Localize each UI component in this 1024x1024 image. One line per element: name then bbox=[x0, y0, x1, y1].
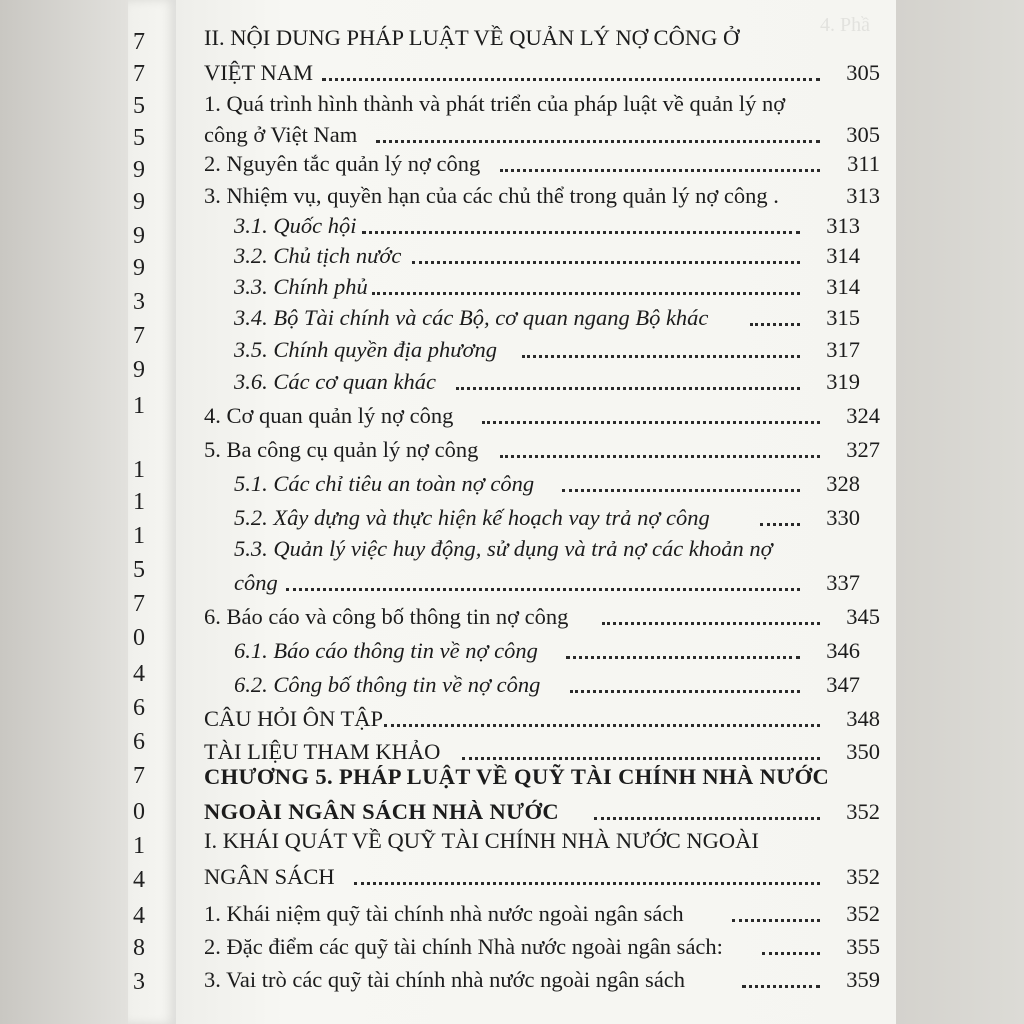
toc-entry-label: 5. Ba công cụ quản lý nợ công bbox=[204, 436, 479, 462]
toc-entry-review bbox=[204, 698, 880, 730]
toc-entry-label: 5.1. Các chỉ tiêu an toàn nợ công bbox=[234, 470, 535, 496]
toc-entry-label: 3.1. Quốc hội bbox=[234, 212, 357, 238]
left-page-number: 1 bbox=[133, 489, 145, 515]
left-page-number: 6 bbox=[133, 729, 145, 755]
left-page-number: 7 bbox=[133, 763, 145, 789]
toc-page-number: 305 bbox=[846, 121, 880, 147]
leader-dots bbox=[354, 882, 820, 885]
toc-page-number: 313 bbox=[826, 212, 860, 238]
toc-entry-5-2 bbox=[234, 497, 860, 529]
toc-entry-2 bbox=[204, 143, 880, 175]
background-right bbox=[896, 0, 1024, 1024]
toc-page-number: 352 bbox=[846, 798, 880, 824]
leader-dots bbox=[482, 421, 820, 424]
toc-entry-label: TÀI LIỆU THAM KHẢO bbox=[204, 738, 441, 764]
toc-entry-3-3 bbox=[234, 266, 860, 298]
toc-entry-3-1 bbox=[234, 205, 860, 237]
toc-entry-6 bbox=[204, 596, 880, 628]
toc-page-number: 359 bbox=[846, 966, 880, 992]
toc-page-number: 355 bbox=[846, 933, 880, 959]
background-left bbox=[0, 0, 128, 1024]
left-page-number: 8 bbox=[133, 935, 145, 961]
toc-entry-1 bbox=[204, 114, 880, 146]
leader-dots bbox=[570, 690, 800, 693]
left-page-number: 6 bbox=[133, 695, 145, 721]
left-page-number: 9 bbox=[133, 357, 145, 383]
left-page-number: 7 bbox=[133, 591, 145, 617]
left-page-number: 9 bbox=[133, 255, 145, 281]
toc-page-number: 313 bbox=[846, 182, 880, 208]
left-page-number: 7 bbox=[133, 61, 145, 87]
toc-entry-5-3 bbox=[234, 562, 860, 594]
left-page-number: 1 bbox=[133, 523, 145, 549]
toc-page-number: 324 bbox=[846, 402, 880, 428]
toc-entry-3-4 bbox=[234, 297, 860, 329]
left-page-number: 0 bbox=[133, 625, 145, 651]
leader-dots bbox=[500, 169, 820, 172]
toc-entry-section-2-line1: II. NỘI DUNG PHÁP LUẬT VỀ QUẢN LÝ NỢ CÔNG Ở bbox=[204, 25, 740, 50]
toc-entry-label: 6. Báo cáo và công bố thông tin nợ công bbox=[204, 603, 569, 629]
toc-entry-label: công ở Việt Nam bbox=[204, 121, 358, 147]
toc-entry-3-6 bbox=[234, 361, 860, 393]
leader-dots bbox=[602, 622, 820, 625]
toc-page-number: 327 bbox=[846, 436, 880, 462]
toc-entry-6-2 bbox=[234, 664, 860, 696]
toc-entry-label: 3.2. Chủ tịch nước bbox=[234, 242, 402, 268]
toc-chapter-5 bbox=[204, 791, 880, 823]
toc-entry-label: 3.4. Bộ Tài chính và các Bộ, cơ quan ngang Bộ khác bbox=[234, 304, 709, 330]
leader-dots bbox=[594, 817, 820, 820]
toc-page-number: 330 bbox=[826, 504, 860, 530]
left-page-number: 7 bbox=[133, 323, 145, 349]
toc-page-number: 319 bbox=[826, 368, 860, 394]
toc-entry-5-1 bbox=[234, 463, 860, 495]
leader-dots bbox=[362, 231, 800, 234]
toc-section-1 bbox=[204, 856, 880, 888]
toc-chapter-5-line1: CHƯƠNG 5. PHÁP LUẬT VỀ QUỸ TÀI CHÍNH NHÀ NƯỚC bbox=[204, 764, 830, 789]
left-page-number: 4 bbox=[133, 661, 145, 687]
leader-dots bbox=[562, 489, 800, 492]
left-page-number: 9 bbox=[133, 189, 145, 215]
leader-dots bbox=[750, 323, 800, 326]
toc-entry-label: CÂU HỎI ÔN TẬP bbox=[204, 705, 383, 731]
leader-dots bbox=[384, 724, 820, 727]
left-page-number: 9 bbox=[133, 223, 145, 249]
toc-entry-label: NGOÀI NGÂN SÁCH NHÀ NƯỚC bbox=[204, 798, 560, 824]
toc-page-number: 352 bbox=[846, 900, 880, 926]
left-page-number: 9 bbox=[133, 157, 145, 183]
leader-dots bbox=[742, 985, 820, 988]
toc-entry-5 bbox=[204, 429, 880, 461]
toc-entry-label: 5.2. Xây dựng và thực hiện kế hoạch vay trả nợ công bbox=[234, 504, 710, 530]
leader-dots bbox=[322, 78, 820, 81]
toc-page-number: 328 bbox=[826, 470, 860, 496]
toc-entry-c1-2 bbox=[204, 926, 880, 958]
toc-page-number: 314 bbox=[826, 273, 860, 299]
leader-dots bbox=[760, 523, 800, 526]
toc-entry-3 bbox=[204, 175, 880, 207]
toc-entry-label: 2. Nguyên tắc quản lý nợ công bbox=[204, 150, 481, 176]
show-through-text: 4. Phầ bbox=[820, 14, 870, 36]
toc-entry-c1-1 bbox=[204, 893, 880, 925]
toc-entry-label: 6.2. Công bố thông tin về nợ công bbox=[234, 671, 541, 697]
leader-dots bbox=[566, 656, 800, 659]
toc-entry-label: công bbox=[234, 569, 278, 595]
toc-entry-label: 4. Cơ quan quản lý nợ công bbox=[204, 402, 454, 428]
toc-entry-label: NGÂN SÁCH bbox=[204, 863, 335, 889]
left-page-number: 5 bbox=[133, 557, 145, 583]
toc-entry-c1-3 bbox=[204, 959, 880, 991]
toc-page-number: 352 bbox=[846, 863, 880, 889]
toc-entry-label: 6.1. Báo cáo thông tin về nợ công bbox=[234, 637, 538, 663]
left-page-number: 1 bbox=[133, 457, 145, 483]
toc-entry-label: VIỆT NAM bbox=[204, 59, 313, 85]
toc-page-number: 337 bbox=[826, 569, 860, 595]
toc-entry-5-3-line1: 5.3. Quản lý việc huy động, sử dụng và trả nợ các khoản nợ bbox=[234, 536, 773, 561]
toc-page-number: 350 bbox=[846, 738, 880, 764]
left-page-number: 1 bbox=[133, 393, 145, 419]
toc-page-number: 346 bbox=[826, 637, 860, 663]
leader-dots bbox=[500, 455, 820, 458]
left-page-number: 0 bbox=[133, 799, 145, 825]
toc-page-number: 317 bbox=[826, 336, 860, 362]
leader-dots bbox=[762, 952, 820, 955]
toc-entry-label: 3. Nhiệm vụ, quyền hạn của các chủ thể trong quản lý nợ công . bbox=[204, 182, 779, 208]
left-page-number: 4 bbox=[133, 867, 145, 893]
toc-page-number: 345 bbox=[846, 603, 880, 629]
toc-section-1-line1: I. KHÁI QUÁT VỀ QUỸ TÀI CHÍNH NHÀ NƯỚC NGOÀI bbox=[204, 828, 759, 853]
left-page-number: 1 bbox=[133, 833, 145, 859]
toc-page-number: 311 bbox=[847, 150, 880, 176]
toc-entry-label: 3. Vai trò các quỹ tài chính nhà nước ngoài ngân sách bbox=[204, 966, 686, 992]
toc-entry-3-5 bbox=[234, 329, 860, 361]
left-page-number: 5 bbox=[133, 125, 145, 151]
leader-dots bbox=[462, 757, 820, 760]
leader-dots bbox=[412, 261, 800, 264]
toc-entry-1-line1: 1. Quá trình hình thành và phát triển của pháp luật về quản lý nợ bbox=[204, 91, 786, 116]
toc-entry-label: 2. Đặc điểm các quỹ tài chính Nhà nước ngoài ngân sách: bbox=[204, 933, 723, 959]
left-page-number: 7 bbox=[133, 29, 145, 55]
toc-entry-section-2 bbox=[204, 52, 880, 84]
leader-dots bbox=[286, 588, 800, 591]
left-page-number: 4 bbox=[133, 903, 145, 929]
toc-entry-label: 3.3. Chính phủ bbox=[234, 273, 368, 299]
toc-page-number: 347 bbox=[826, 671, 860, 697]
toc-entry-label: 3.5. Chính quyền địa phương bbox=[234, 336, 498, 362]
leader-dots bbox=[732, 919, 820, 922]
toc-page-number: 314 bbox=[826, 242, 860, 268]
toc-entry-label: 3.6. Các cơ quan khác bbox=[234, 368, 436, 394]
leader-dots bbox=[372, 292, 800, 295]
left-page-number: 3 bbox=[133, 969, 145, 995]
toc-entry-4 bbox=[204, 395, 880, 427]
leader-dots bbox=[522, 355, 800, 358]
leader-dots bbox=[456, 387, 800, 390]
toc-entry-3-2 bbox=[234, 235, 860, 267]
toc-page-number: 315 bbox=[826, 304, 860, 330]
toc-page-number: 305 bbox=[846, 59, 880, 85]
toc-entry-label: 1. Khái niệm quỹ tài chính nhà nước ngoài ngân sách bbox=[204, 900, 684, 926]
toc-page-number: 348 bbox=[846, 705, 880, 731]
toc-entry-references bbox=[204, 731, 880, 763]
left-page-number: 3 bbox=[133, 289, 145, 315]
toc-entry-6-1 bbox=[234, 630, 860, 662]
left-page-number: 5 bbox=[133, 93, 145, 119]
